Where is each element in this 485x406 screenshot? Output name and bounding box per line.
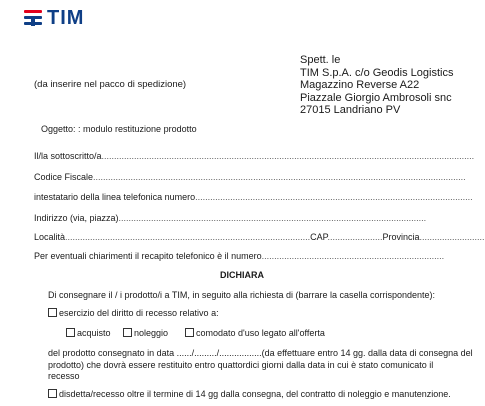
loan-label: comodato d'uso legato all'offerta bbox=[196, 328, 325, 338]
rental-label: noleggio bbox=[134, 328, 169, 338]
purchase-checkbox[interactable] bbox=[66, 328, 75, 337]
line-holder-field[interactable]: intestatario della linea telefonica numero............................................................................................................... bbox=[34, 192, 473, 202]
rental-checkbox[interactable] bbox=[123, 328, 132, 337]
recipient-line: TIM S.p.A. c/o Geodis Logistics bbox=[300, 66, 454, 79]
withdrawal-checkbox[interactable] bbox=[48, 308, 57, 317]
tax-code-field[interactable]: Codice Fiscale..................................................................................................................................................... bbox=[34, 172, 466, 182]
option-loan[interactable] bbox=[185, 328, 325, 338]
subject-line: Oggetto: : modulo restituzione prodotto bbox=[41, 124, 197, 134]
subscriber-label: Il/la sottoscritto/a bbox=[34, 151, 102, 161]
recipient-line: 27015 Landriano PV bbox=[300, 104, 401, 117]
city-label: Località bbox=[34, 232, 66, 242]
province-label: Provincia bbox=[382, 232, 420, 242]
subscriber-field[interactable]: Il/la sottoscritto/a..................................................................................................................................................... bbox=[34, 151, 475, 161]
tim-logo-mark-icon bbox=[24, 10, 42, 26]
recipient-line: Spett. le bbox=[300, 54, 341, 66]
purchase-label: acquisto bbox=[77, 328, 111, 338]
recipient-line: Piazzale Giorgio Ambrosoli snc bbox=[300, 91, 452, 104]
line-holder-label: intestatario della linea telefonica numero bbox=[34, 192, 196, 202]
city-field[interactable]: Località..................................................................................................CAP......................Provincia.......................... bbox=[34, 232, 485, 242]
tim-logo bbox=[24, 6, 84, 30]
option-purchase[interactable] bbox=[66, 328, 111, 338]
cancellation-checkbox[interactable] bbox=[48, 389, 57, 398]
phone-label: Per eventuali chiarimenti il recapito telefonico è il numero bbox=[34, 251, 262, 261]
cancellation-option[interactable] bbox=[48, 389, 451, 399]
loan-checkbox[interactable] bbox=[185, 328, 194, 337]
option-rental[interactable] bbox=[123, 328, 168, 338]
delivery-line: recesso bbox=[48, 371, 80, 381]
recipient-address bbox=[300, 54, 453, 117]
withdrawal-option[interactable] bbox=[48, 308, 219, 318]
declaration-intro: Di consegnare il / i prodotto/i a TIM, in seguito alla richiesta di (barrare la casella corrispondente): bbox=[48, 290, 436, 300]
cap-label: CAP bbox=[310, 232, 328, 242]
delivery-line: prodotto) che dovrà essere restituito entro quattordici giorni dalla data in cui è stato comunicato il bbox=[48, 359, 434, 370]
cancellation-label: disdetta/recesso oltre il termine di 14 gg dalla consegna, del contratto di noleggio e manutenzione. bbox=[59, 389, 451, 399]
address-field[interactable]: Indirizzo (via, piazza)........................................................................................................................... bbox=[34, 213, 427, 223]
logo-text: TIM bbox=[47, 6, 85, 29]
tax-code-label: Codice Fiscale bbox=[34, 172, 94, 182]
delivery-date-text[interactable] bbox=[48, 348, 473, 383]
declaration-title: DICHIARA bbox=[220, 270, 264, 280]
address-label: Indirizzo (via, piazza) bbox=[34, 213, 119, 223]
recipient-line: Magazzino Reverse A22 bbox=[300, 79, 420, 92]
shipping-note: (da inserire nel pacco di spedizione) bbox=[34, 79, 187, 90]
withdrawal-label: esercizio del diritto di recesso relativo a: bbox=[59, 308, 219, 318]
delivery-line: del prodotto consegnato in data ....../........./.................(da effettuare entro 14 gg. dalla data di consegna del bbox=[48, 348, 473, 358]
phone-field[interactable]: Per eventuali chiarimenti il recapito telefonico è il numero......................................................................... bbox=[34, 251, 445, 261]
